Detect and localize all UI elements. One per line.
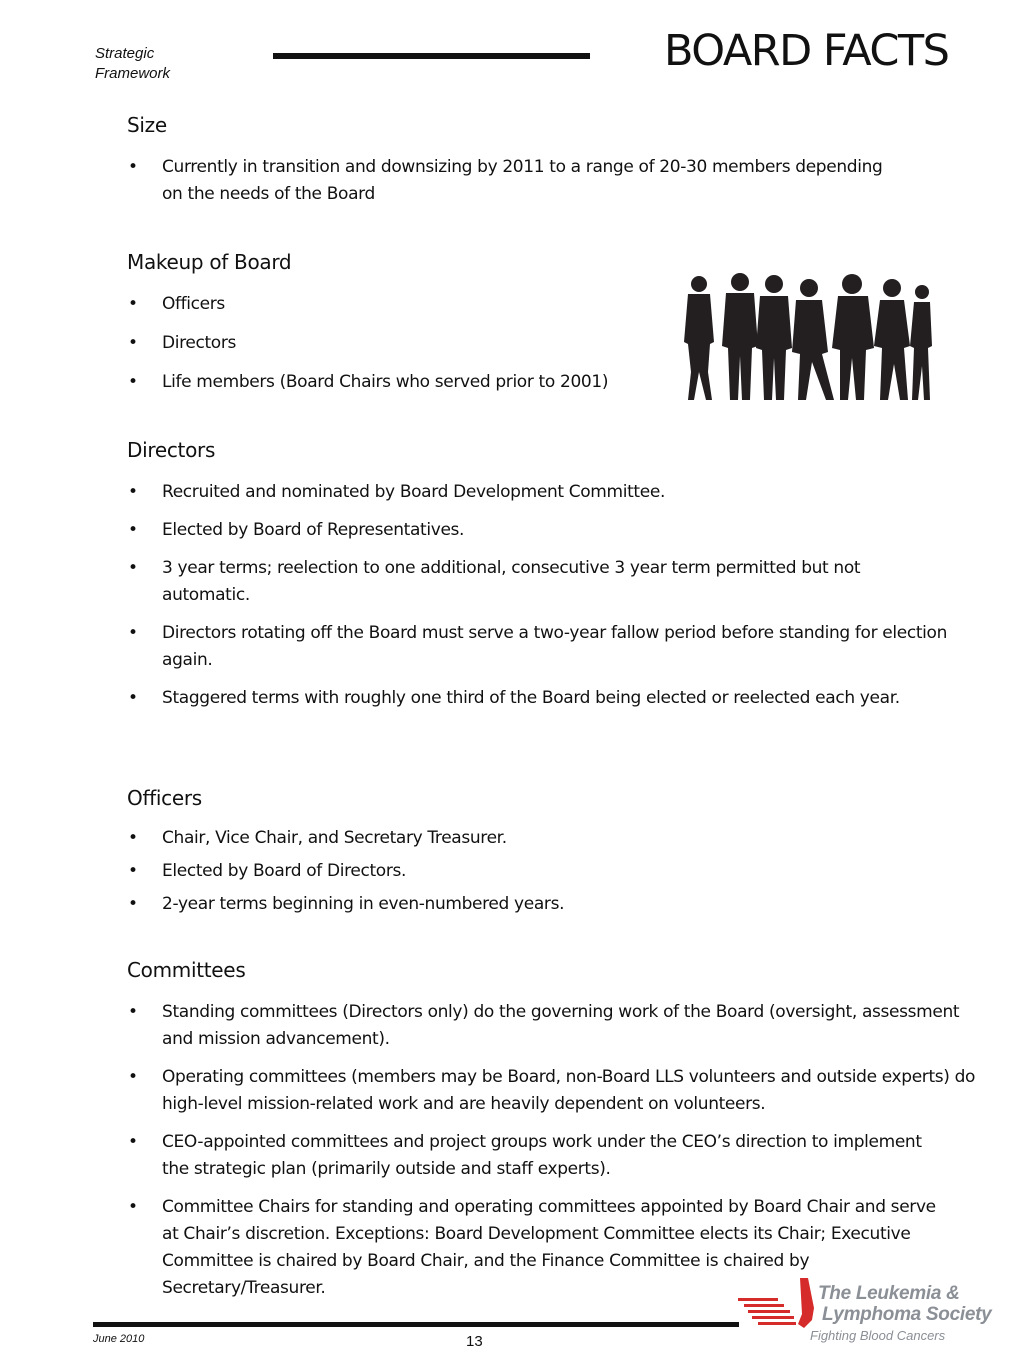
bullet-icon: • <box>128 828 138 848</box>
footer-rule <box>93 1322 739 1327</box>
organization-logo <box>738 1278 1008 1348</box>
bullet-icon: • <box>128 558 138 578</box>
list-item: • Elected by Board of Directors. <box>127 858 977 885</box>
logo-line2: Lymphoma Society <box>822 1304 992 1325</box>
bullet-list <box>127 479 977 712</box>
list-item: • Directors <box>127 330 977 357</box>
list-item: • Directors rotating off the Board must serve a two-year fallow period before standing for election again. <box>127 620 957 674</box>
list-item: • Operating committees (members may be Board, non-Board LLS volunteers and outside experts) do high-level mission-related work and are heavily dependent on volunteers. <box>127 1064 977 1118</box>
list-item: • Life members (Board Chairs who served prior to 2001) <box>127 369 977 396</box>
list-item: • CEO-appointed committees and project groups work under the CEO’s direction to implement the strategic plan (primarily outside and staff experts). <box>127 1129 947 1183</box>
footer-date: June 2010 <box>93 1333 145 1345</box>
bullet-icon: • <box>128 1132 138 1152</box>
list-item: • Committee Chairs for standing and operating committees appointed by Board Chair and serve at Chair’s discretion. Exceptions: Board Development Committee elects its Chair; Executive Committee is chaired by Board Chair, and the Finance Committee is chaired by Secretary/Treasurer. <box>127 1194 957 1302</box>
header-rule <box>273 53 590 59</box>
list-item: • Recruited and nominated by Board Development Committee. <box>127 479 977 506</box>
section-size <box>127 113 977 208</box>
page-title: BOARD FACTS <box>664 26 949 76</box>
list-item: • Officers <box>127 291 977 318</box>
logo-line1: The Leukemia & <box>818 1283 960 1304</box>
bullet-list <box>127 154 977 208</box>
list-item: • Standing committees (Directors only) do the governing work of the Board (oversight, assessment and mission advancement). <box>127 999 962 1053</box>
board-members-silhouette-icon <box>682 272 932 404</box>
bullet-icon: • <box>128 1197 138 1217</box>
bullet-icon: • <box>128 333 138 353</box>
bullet-icon: • <box>128 688 138 708</box>
logo-tagline: Fighting Blood Cancers <box>810 1328 946 1343</box>
bullet-icon: • <box>128 894 138 914</box>
list-item: • Staggered terms with roughly one third of the Board being elected or reelected each year. <box>127 685 957 712</box>
header-label-line2: Framework <box>95 65 171 82</box>
section-heading: Committees <box>127 958 246 982</box>
section-heading: Makeup of Board <box>127 250 292 274</box>
header-label-line1: Strategic <box>95 45 155 62</box>
list-item: • 2-year terms beginning in even-numbered years. <box>127 891 977 918</box>
bullet-icon: • <box>128 482 138 502</box>
page-number: 13 <box>466 1333 483 1350</box>
section-directors <box>127 438 977 712</box>
bullet-icon: • <box>128 1067 138 1087</box>
bullet-list <box>127 825 977 918</box>
bullet-icon: • <box>128 861 138 881</box>
list-item: • Currently in transition and downsizing by 2011 to a range of 20-30 members depending on the needs of the Board <box>127 154 897 208</box>
list-item: • Elected by Board of Representatives. <box>127 517 977 544</box>
header-label <box>95 44 170 84</box>
list-item: • 3 year terms; reelection to one additional, consecutive 3 year term permitted but not automatic. <box>127 555 927 609</box>
bullet-icon: • <box>128 1002 138 1022</box>
section-officers <box>127 786 977 918</box>
list-item: • Chair, Vice Chair, and Secretary Treasurer. <box>127 825 977 852</box>
section-heading: Officers <box>127 786 202 810</box>
bullet-icon: • <box>128 157 138 177</box>
section-heading: Directors <box>127 438 216 462</box>
bullet-icon: • <box>128 294 138 314</box>
section-committees <box>127 958 977 1302</box>
bullet-list <box>127 999 977 1302</box>
bullet-icon: • <box>128 520 138 540</box>
section-heading: Size <box>127 113 167 137</box>
bullet-icon: • <box>128 623 138 643</box>
drop-logo-icon <box>738 1278 818 1336</box>
bullet-icon: • <box>128 372 138 392</box>
